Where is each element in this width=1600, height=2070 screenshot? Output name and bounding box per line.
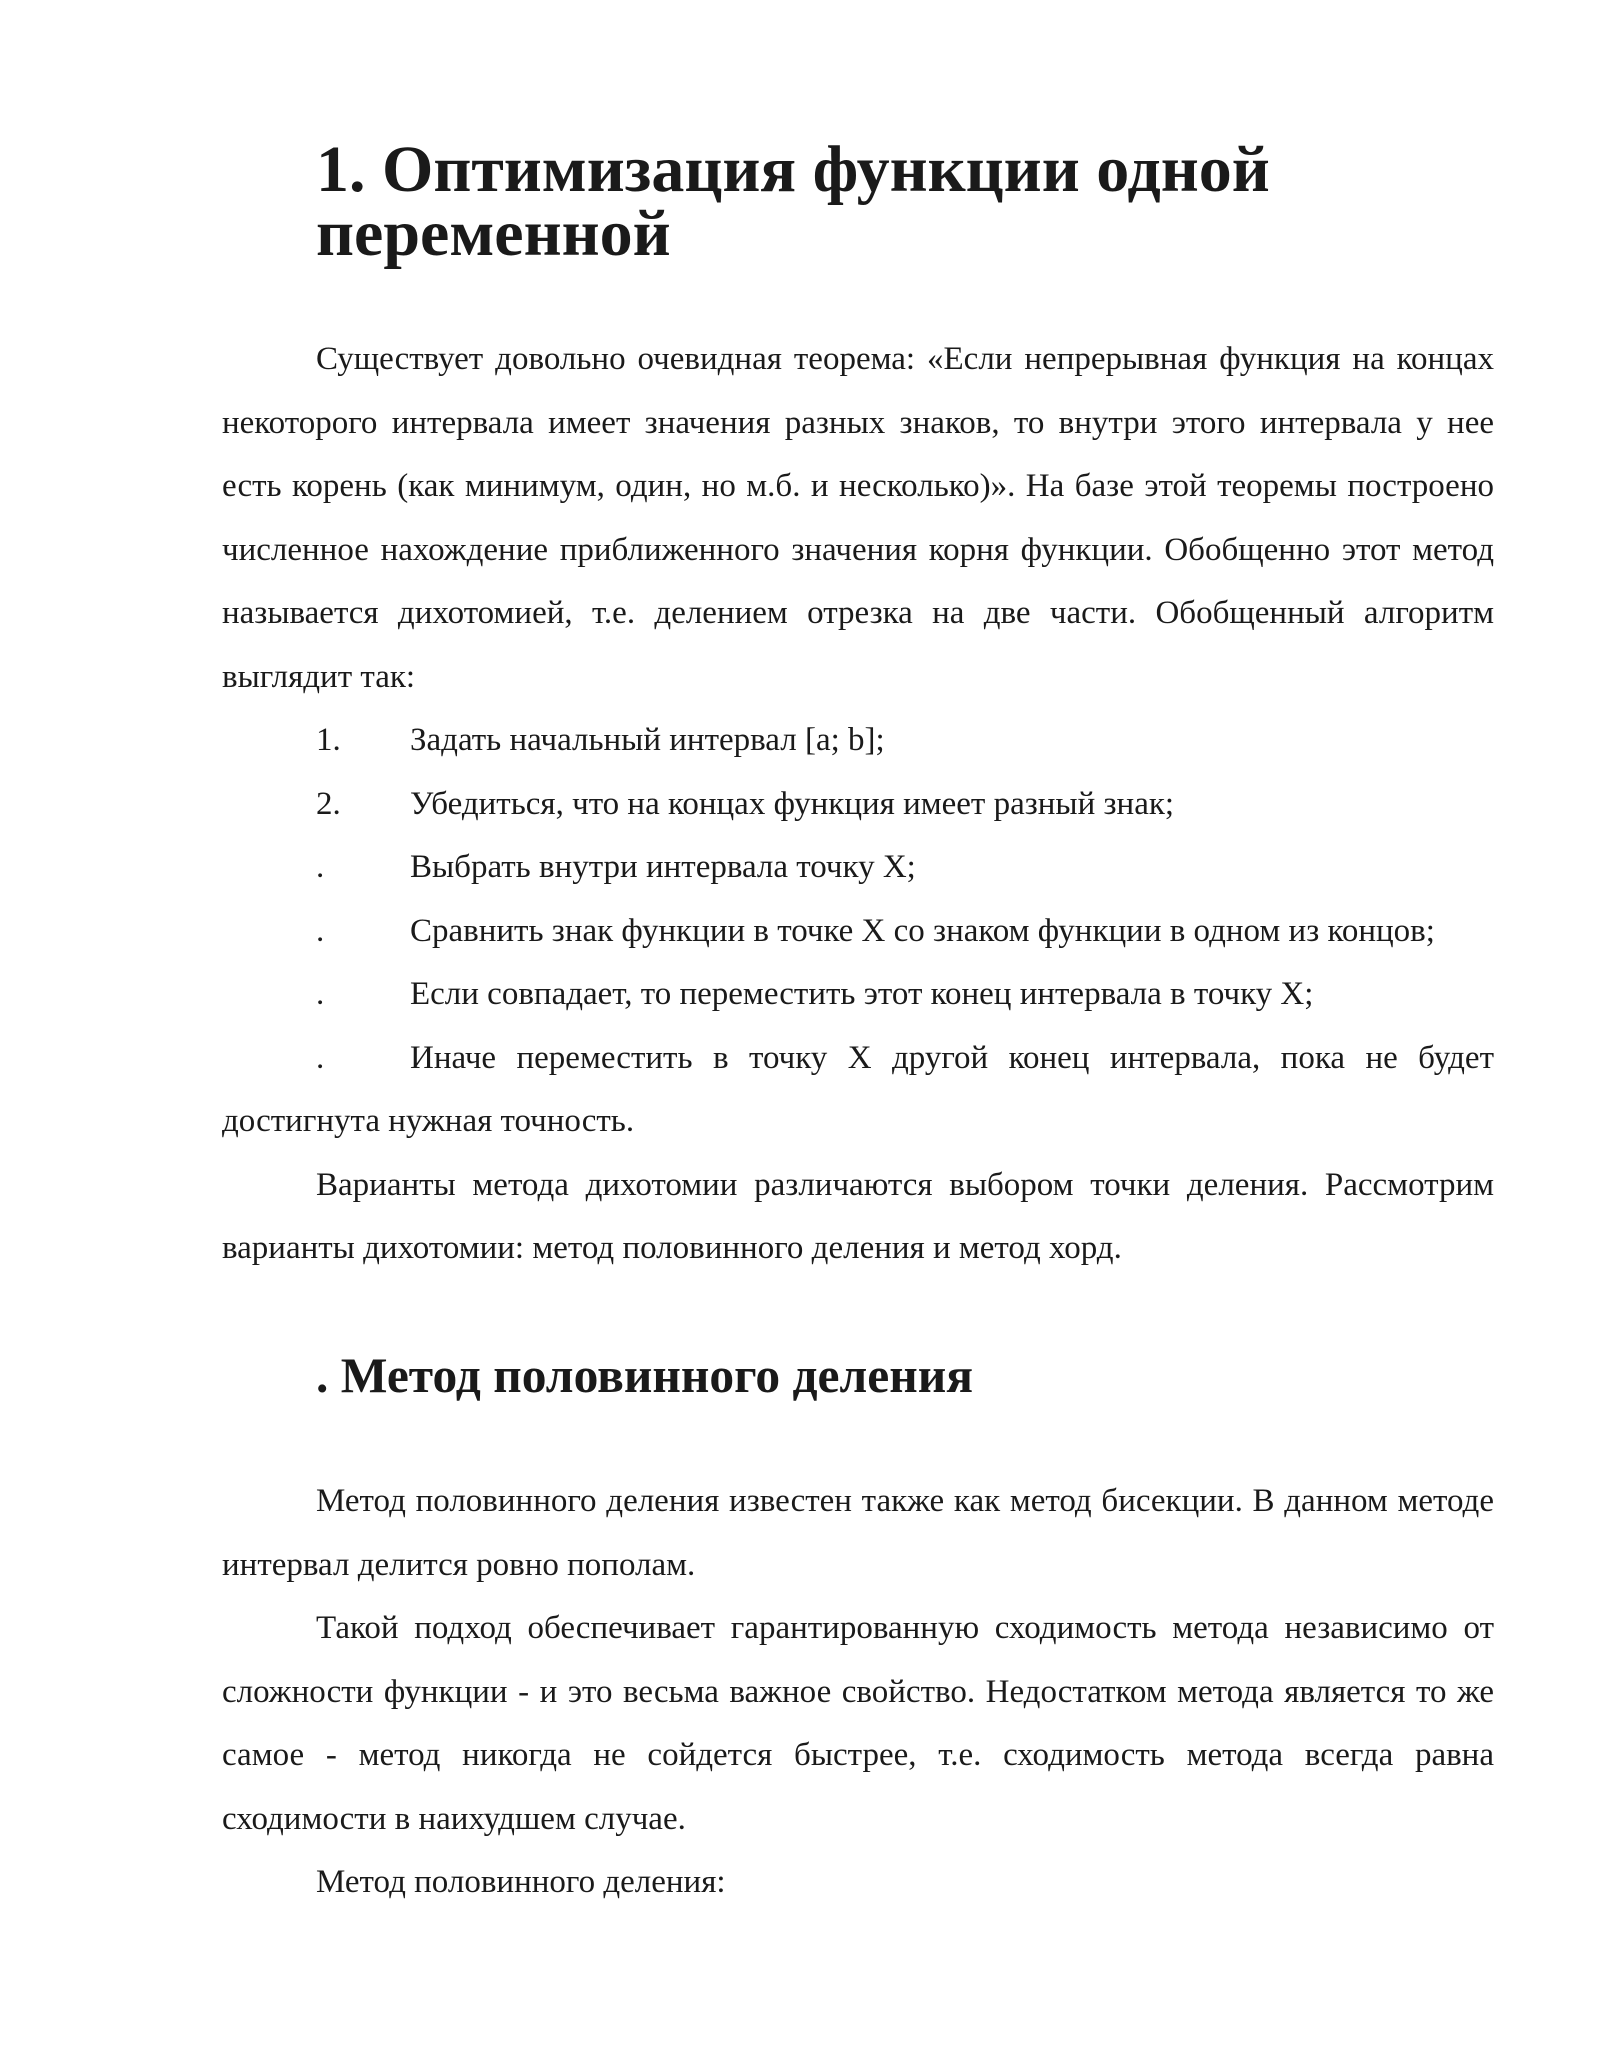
step-marker: . xyxy=(316,849,325,885)
step-text: Задать начальный интервал [a; b]; xyxy=(410,722,885,758)
algorithm-step xyxy=(222,836,1494,900)
step-marker: . xyxy=(316,912,325,949)
algorithm-step xyxy=(222,773,1494,837)
algorithm-step xyxy=(222,709,1494,773)
section-2-paragraph: Метод половинного деления: xyxy=(316,1864,726,1900)
section-2-heading: . Метод половинного деления xyxy=(316,1347,974,1403)
section-1-variants-paragraph: Варианты метода дихотомии различаются выбором точки деления. Рассмотрим варианты дихотомии: метод половинного деления и метод хорд. xyxy=(222,1166,1494,1266)
step-marker: . xyxy=(316,976,325,1012)
step-text: Если совпадает, то переместить этот конец интервала в точку X; xyxy=(410,976,1314,1012)
algorithm-step xyxy=(222,963,1494,1027)
algorithm-step xyxy=(222,1027,1494,1154)
page-content xyxy=(222,133,1494,1915)
step-text: Сравнить знак функции в точке X со знаком функции в одном из концов; xyxy=(410,912,1435,949)
algorithm-steps-list xyxy=(222,709,1494,1154)
step-text: Иначе переместить в точку X другой конец интервала, пока не будет достигнута нужная точность. xyxy=(222,1039,1494,1139)
section-1-heading: 1. Оптимизация функции одной переменной xyxy=(316,133,1270,270)
step-marker: 1. xyxy=(316,722,341,758)
algorithm-step xyxy=(222,900,1494,964)
step-marker: . xyxy=(316,1039,325,1076)
step-text: Убедиться, что на концах функция имеет разный знак; xyxy=(410,785,1175,822)
step-text: Выбрать внутри интервала точку X; xyxy=(410,849,916,885)
section-2-paragraph: Такой подход обеспечивает гарантированную сходимость метода независимо от сложности функции - и это весьма важное свойство. Недостатком метода является то же самое - метод никогда не сойдется быстрее, т.е. сходимость метода всегда равна сходимости в наихудшем случае. xyxy=(222,1610,1494,1837)
section-1-intro-paragraph: Существует довольно очевидная теорема: «Если непрерывная функция на концах некоторого интервала имеет значения разных знаков, то внутри этого интервала у нее есть корень (как минимум, один, но м.б. и несколько)». На базе этой теоремы построено численное нахождение приближенного значения корня функции. Обобщенно этот метод называется дихотомией, т.е. делением отрезка на две части. Обобщенный алгоритм выглядит так: xyxy=(222,341,1494,695)
step-marker: 2. xyxy=(316,785,341,822)
section-2-paragraph: Метод половинного деления известен также как метод бисекции. В данном методе интервал делится ровно пополам. xyxy=(222,1483,1494,1583)
